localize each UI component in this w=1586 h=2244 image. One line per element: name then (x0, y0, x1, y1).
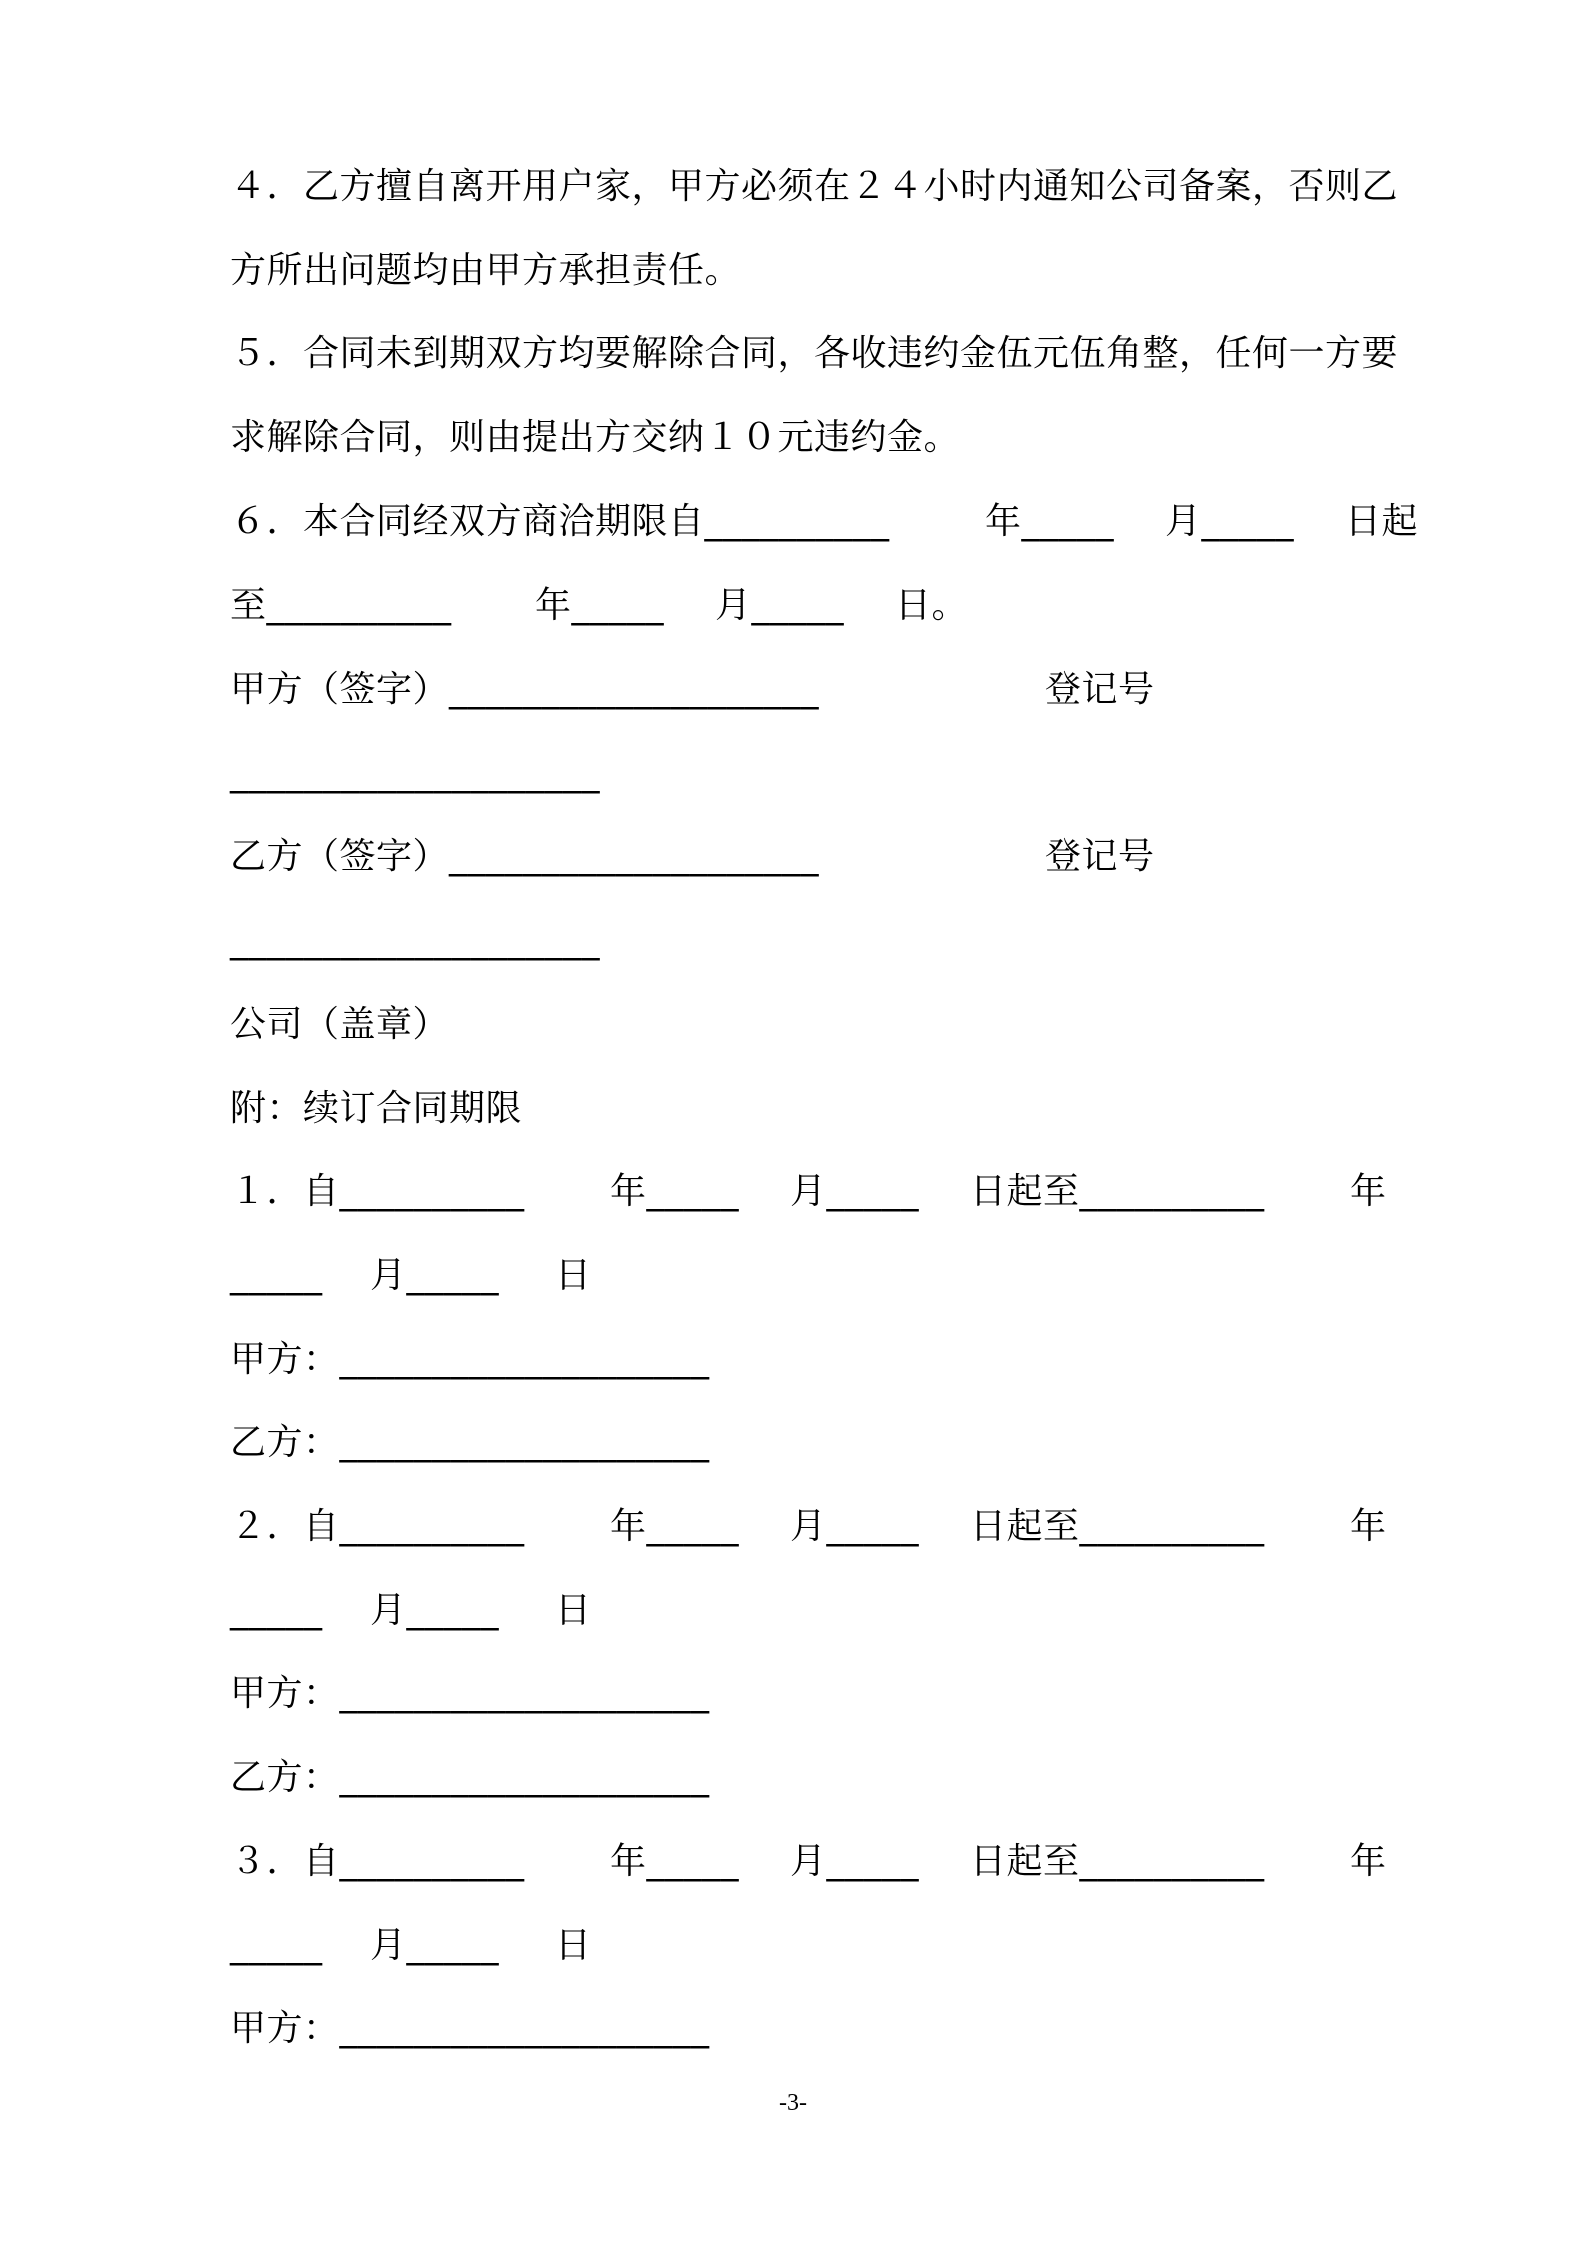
renewal-1-end-year-blank: _____ (230, 1255, 323, 1296)
party-b-signature-label: 乙方（签字）____________________ (230, 836, 820, 877)
renewal-1-month: 月_____ (790, 1171, 920, 1212)
page-number: -3- (779, 2090, 807, 2116)
clause-6-end-date: 至__________ (230, 585, 452, 626)
renewal-3-month: 月_____ (790, 1841, 920, 1882)
renewal-1-party-b: 乙方：____________________ (230, 1422, 710, 1463)
clause-6-start-month: 月_____ (1165, 501, 1295, 542)
clause-6-end-year: 年_____ (535, 585, 665, 626)
renewal-3-from: ３．自__________ (230, 1841, 525, 1882)
renewal-2-party-a: 甲方：____________________ (230, 1673, 710, 1714)
clause-6-start-year: 年_____ (985, 501, 1115, 542)
renewal-1-party-a: 甲方：____________________ (230, 1339, 710, 1380)
party-b-registration-blank: ____________________ (230, 920, 600, 961)
party-a-signature-label: 甲方（签字）____________________ (230, 669, 820, 710)
clause-4-line-2: 方所出问题均由甲方承担责任。 (230, 250, 742, 291)
renewal-1-from: １．自__________ (230, 1171, 525, 1212)
renewal-1-end-month: 月_____ (370, 1255, 500, 1296)
clause-5-line-2: 求解除合同，则由提出方交纳１０元违约金。 (230, 417, 961, 458)
renewal-2-month: 月_____ (790, 1506, 920, 1547)
renewal-2-end-year: 年 (1350, 1506, 1387, 1547)
renewal-3-end-year-blank: _____ (230, 1925, 323, 1966)
renewal-3-end-day: 日 (555, 1925, 592, 1966)
renewal-2-end-month: 月_____ (370, 1590, 500, 1631)
party-a-registration-label: 登记号 (1045, 669, 1155, 710)
clause-6-end-month: 月_____ (715, 585, 845, 626)
renewal-1-end-year: 年 (1350, 1171, 1387, 1212)
appendix-title: 附：续订合同期限 (230, 1088, 523, 1129)
clause-4-line-1: ４．乙方擅自离开用户家，甲方必须在２４小时内通知公司备案，否则乙 (230, 166, 1399, 207)
clause-6-start-date: ６．本合同经双方商洽期限自__________ (230, 501, 890, 542)
renewal-2-from: ２．自__________ (230, 1506, 525, 1547)
renewal-2-year: 年_____ (610, 1506, 740, 1547)
party-b-registration-label: 登记号 (1045, 836, 1155, 877)
company-seal-label: 公司（盖章） (230, 1004, 450, 1045)
renewal-1-end-day: 日 (555, 1255, 592, 1296)
renewal-2-end-day: 日 (555, 1590, 592, 1631)
renewal-3-to: 日起至__________ (970, 1841, 1265, 1882)
renewal-2-party-b: 乙方：____________________ (230, 1757, 710, 1798)
clause-6-start-day: 日起 (1345, 501, 1419, 542)
renewal-2-to: 日起至__________ (970, 1506, 1265, 1547)
renewal-1-year: 年_____ (610, 1171, 740, 1212)
renewal-2-end-year-blank: _____ (230, 1590, 323, 1631)
clause-6-end-day: 日。 (895, 585, 969, 626)
clause-5-line-1: ５．合同未到期双方均要解除合同，各收违约金伍元伍角整，任何一方要 (230, 333, 1399, 374)
party-a-registration-blank: ____________________ (230, 753, 600, 794)
renewal-1-to: 日起至__________ (970, 1171, 1265, 1212)
renewal-3-end-month: 月_____ (370, 1925, 500, 1966)
renewal-3-year: 年_____ (610, 1841, 740, 1882)
renewal-3-party-a: 甲方：____________________ (230, 2008, 710, 2049)
renewal-3-end-year: 年 (1350, 1841, 1387, 1882)
